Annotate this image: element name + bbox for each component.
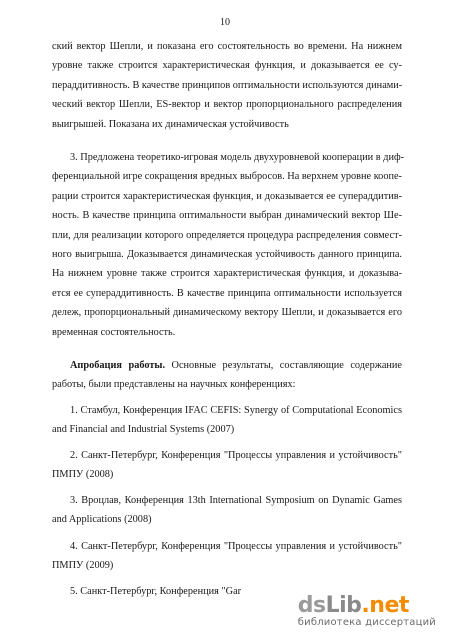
text-line: 2. Санкт-Петербург, Конференция "Процессы управления и устойчивость": [70, 450, 402, 461]
text-line: 1. Стамбул, Конференция IFAC CEFIS: Synergy of Computational Economics: [70, 405, 402, 416]
text-line: На нижнем уровне также строится характеристическая функция, и доказыва-: [52, 268, 402, 280]
dslib-watermark: [298, 595, 436, 629]
logo-text: Lib: [325, 593, 362, 618]
text-line: ется ее супераддитивность. В качестве принципа оптимальности используется: [52, 287, 402, 299]
text-line: ческий вектор Шепли, ES-вектор и вектор пропорционального распределения: [52, 99, 402, 111]
paragraph-2: [52, 148, 405, 342]
text-line: and Applications (2008): [52, 514, 152, 526]
text-line: дележ, пропорциональный динамическому вектору Шепли, и доказывается его: [52, 307, 402, 319]
text-line: 5. Санкт-Петербург, Конференция "Gar: [70, 586, 242, 597]
text-line: пераддитивность. В качестве принципов оптимальности используются динами-: [52, 79, 403, 91]
approbation-heading: Апробация работы.: [70, 360, 166, 371]
text-line: [52, 356, 402, 375]
conference-item-3: [52, 491, 402, 530]
logo-text: ds: [297, 593, 326, 618]
text-line: ский вектор Шепли, и показана его состоятельность во времени. На нижнем: [52, 41, 402, 52]
text-line: ПМПУ (2008): [52, 469, 114, 481]
text-line: 3. Предложена теоретико-игровая модель двухуровневой кооперации в диф-: [70, 152, 405, 163]
conference-item-1: [52, 401, 402, 440]
text-fragment: Основные результаты, составляющие содержание: [165, 360, 402, 371]
watermark-subtitle: библиотека диссертаций: [297, 617, 436, 628]
text-line: уровне также строится характеристическая функция, и доказывается ее су-: [52, 60, 402, 72]
text-line: работы, были представлены на научных конференциях:: [52, 379, 296, 391]
logo-dot: .: [361, 593, 370, 618]
dslib-logo: [298, 595, 436, 617]
text-line: пли, для реализации которого определяется процедура распределения совмест-: [52, 229, 402, 241]
approbation-paragraph: [52, 356, 402, 395]
conference-item-4: [52, 537, 402, 576]
text-line: and Financial and Industrial Systems (2007): [52, 424, 235, 436]
text-line: выигрышей. Показана их динамическая устойчивость: [52, 118, 289, 130]
text-line: 3. Вроцлав, Конференция 13th International Symposium on Dynamic Games: [70, 495, 402, 506]
text-line: ПМПУ (2009): [52, 560, 114, 572]
paragraph-1: [52, 37, 402, 134]
text-line: временная состоятельность.: [52, 326, 176, 338]
text-line: ференциальной игре сокращения вредных выбросов. На верхнем уровне коопе-: [52, 171, 402, 183]
logo-text: net: [369, 593, 409, 618]
text-line: ного выигрыша. Доказывается динамическая устойчивость данного принципа.: [52, 248, 402, 260]
conference-item-2: [52, 446, 402, 485]
page-number: 10: [220, 17, 230, 28]
text-line: ность. В качестве принципа оптимальности выбран динамический вектор Ше-: [52, 210, 402, 222]
text-line: рации строится характеристическая функция, и доказывается ее супераддитив-: [52, 190, 402, 202]
text-line: 4. Санкт-Петербург, Конференция "Процессы управления и устойчивость": [70, 541, 402, 552]
